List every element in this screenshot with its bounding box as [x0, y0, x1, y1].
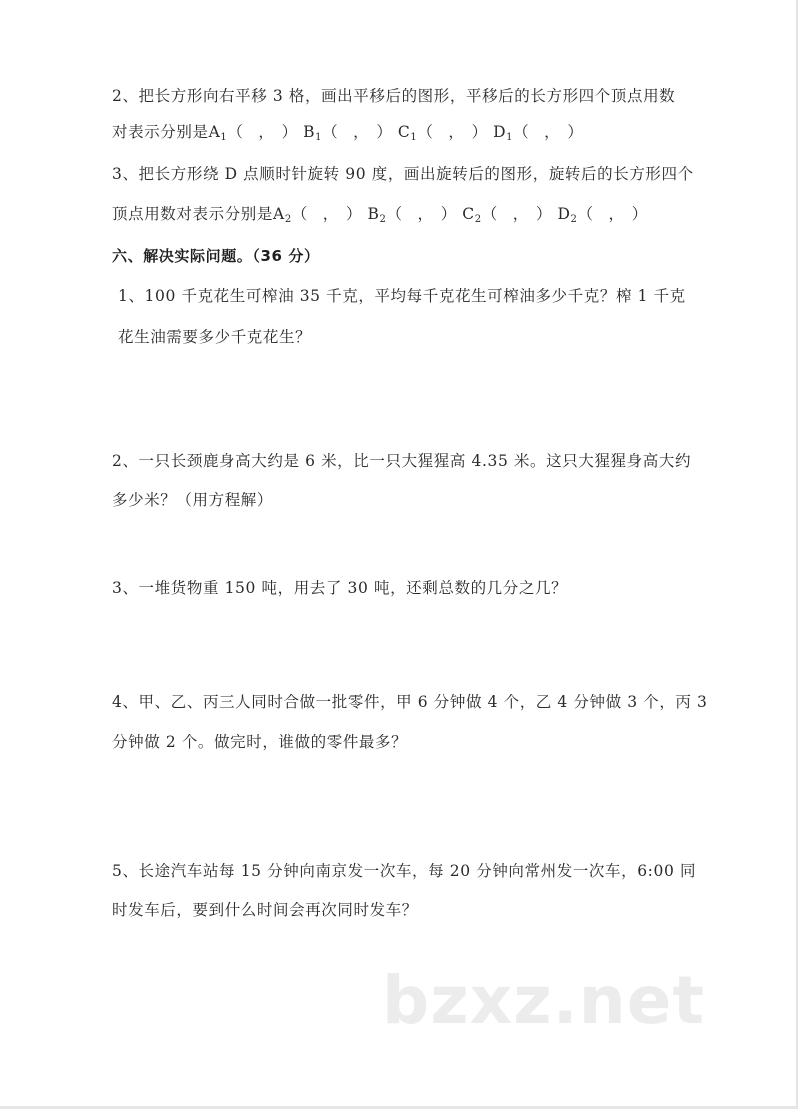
question-5-2-prefix: 对表示分别是: [112, 123, 209, 141]
question-6-4-line-1: 4、甲、乙、丙三人同时合做一批零件，甲 6 分钟做 4 个，乙 4 分钟做 3 个，丙 3: [112, 693, 708, 711]
question-6-1-line-1: 1、100 千克花生可榨油 35 千克，平均每千克花生可榨油多少千克？榨 1 千克: [118, 287, 686, 305]
question-6-5-line-1: 5、长途汽车站每 15 分钟向南京发一次车，每 20 分钟向常州发一次车，6:00 同: [112, 862, 697, 880]
point-b2: $B_2$（ ， ）: [367, 205, 457, 225]
question-5-3-line-1: 3、把长方形绕 D 点顺时针旋转 90 度，画出旋转后的图形，旋转后的长方形四个: [112, 165, 694, 183]
point-d1: $D_1$（ ， ）: [493, 123, 583, 143]
watermark-text: bzxz.net: [382, 962, 706, 1039]
point-d2: $D_2$（ ， ）: [557, 205, 648, 225]
question-5-2-line-1: 2、把长方形向右平移 3 格，画出平移后的图形，平移后的长方形四个顶点用数: [112, 87, 676, 105]
point-c2: $C_2$（ ， ）: [462, 205, 552, 225]
question-5-2-line-2: [112, 122, 589, 142]
point-a1: $A_1$（ ， ）: [208, 123, 298, 143]
point-c1: $C_1$（ ， ）: [397, 123, 488, 143]
point-a2: $A_2$（ ， ）: [273, 205, 362, 225]
question-6-1-line-2: 花生油需要多少千克花生？: [118, 328, 312, 346]
question-6-5-line-2: 时发车后，要到什么时间会再次同时发车？: [112, 901, 418, 919]
point-b1: $B_1$（ ， ）: [303, 123, 392, 143]
question-6-4-line-2: 分钟做 2 个。做完时，谁做的零件最多？: [112, 733, 408, 751]
question-5-3-prefix: 顶点用数对表示分别是: [112, 205, 274, 223]
question-6-2-line-1: 2、一只长颈鹿身高大约是 6 米，比一只大猩猩高 4.35 米。这只大猩猩身高大约: [112, 452, 692, 470]
question-6-3-line-1: 3、一堆货物重 150 吨，用去了 30 吨，还剩总数的几分之几？: [112, 579, 568, 597]
question-5-3-line-2: [112, 204, 653, 224]
question-6-2-line-2: 多少米？（用方程解）: [112, 491, 274, 509]
section-6-heading: 六、解决实际问题。（36 分）: [112, 247, 320, 265]
